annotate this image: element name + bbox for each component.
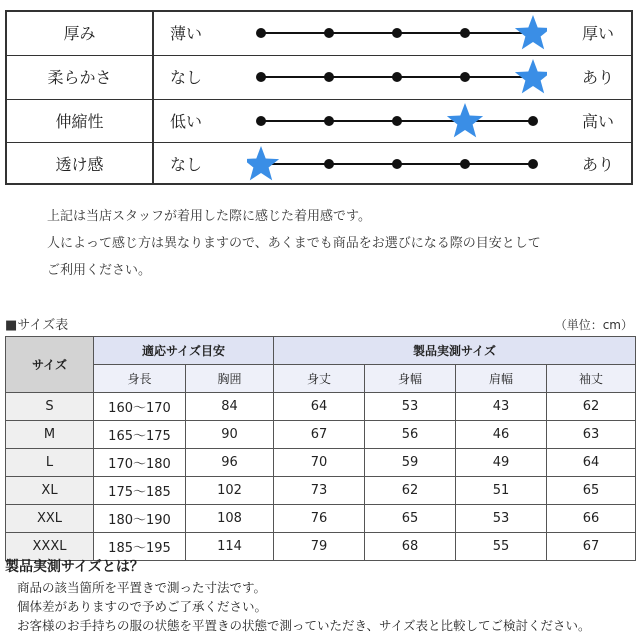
- table-cell: 165〜175: [94, 421, 186, 449]
- scale-dot: [392, 28, 402, 38]
- table-cell: 185〜195: [94, 533, 186, 561]
- table-row: [6, 393, 636, 421]
- note-line: 上記は当店スタッフが着用した際に感じた着用感です。: [47, 209, 371, 224]
- table-cell: 73: [274, 477, 365, 505]
- table-cell: 62: [365, 477, 456, 505]
- feel-high-label: 高い: [582, 112, 615, 131]
- fit-group-header: 適応サイズ目安: [94, 337, 274, 365]
- feel-label: 伸縮性: [55, 112, 104, 131]
- unit-label: （単位：cm）: [554, 318, 633, 332]
- size-cell: L: [6, 449, 94, 477]
- size-cell: M: [6, 421, 94, 449]
- table-row: [6, 505, 636, 533]
- table-cell: 108: [186, 505, 274, 533]
- star-icon: [447, 103, 483, 137]
- feel-scale: [247, 56, 547, 99]
- size-section-title: ■サイズ表: [5, 318, 69, 333]
- feel-row-sheerness: [7, 143, 631, 186]
- note-line: ご利用ください。: [47, 263, 152, 278]
- scale-dot: [460, 159, 470, 169]
- table-cell: 53: [365, 393, 456, 421]
- column-header: 身幅: [365, 365, 456, 393]
- table-cell: 55: [456, 533, 547, 561]
- size-cell: XL: [6, 477, 94, 505]
- scale-dot: [392, 116, 402, 126]
- feel-row-thickness: [7, 12, 631, 55]
- table-row: [6, 449, 636, 477]
- scale-dot: [324, 116, 334, 126]
- column-header: 袖丈: [547, 365, 636, 393]
- feel-scale: [247, 12, 547, 55]
- table-cell: 56: [365, 421, 456, 449]
- table-cell: 67: [274, 421, 365, 449]
- table-cell: 68: [365, 533, 456, 561]
- table-cell: 64: [274, 393, 365, 421]
- feel-low-label: 薄い: [170, 24, 203, 43]
- table-row: [6, 421, 636, 449]
- scale-dot: [392, 159, 402, 169]
- feel-high-label: あり: [582, 155, 615, 174]
- table-cell: 180〜190: [94, 505, 186, 533]
- feel-table: [5, 10, 633, 185]
- table-cell: 160〜170: [94, 393, 186, 421]
- feel-low-label: なし: [170, 68, 203, 87]
- feel-label: 透け感: [55, 155, 104, 174]
- feel-label: 柔らかさ: [47, 68, 112, 87]
- feel-label: 厚み: [63, 24, 96, 43]
- size-table: [5, 336, 636, 561]
- table-cell: 51: [456, 477, 547, 505]
- scale-dot: [528, 159, 538, 169]
- feel-high-label: あり: [582, 68, 615, 87]
- table-cell: 53: [456, 505, 547, 533]
- table-cell: 70: [274, 449, 365, 477]
- feel-high-label: 厚い: [582, 24, 615, 43]
- scale-dot: [460, 72, 470, 82]
- scale-dot: [392, 72, 402, 82]
- table-cell: 67: [547, 533, 636, 561]
- explanation-title: 製品実測サイズとは？: [5, 559, 144, 575]
- table-cell: 96: [186, 449, 274, 477]
- table-cell: 170〜180: [94, 449, 186, 477]
- size-cell: S: [6, 393, 94, 421]
- table-cell: 84: [186, 393, 274, 421]
- table-cell: 65: [547, 477, 636, 505]
- table-cell: 76: [274, 505, 365, 533]
- feel-row-softness: [7, 56, 631, 99]
- feel-low-label: なし: [170, 155, 203, 174]
- scale-dot: [324, 72, 334, 82]
- explanation-line: 商品の該当箇所を平置きで測った寸法です。: [17, 580, 267, 595]
- table-cell: 63: [547, 421, 636, 449]
- table-cell: 102: [186, 477, 274, 505]
- table-cell: 65: [365, 505, 456, 533]
- column-header: 肩幅: [456, 365, 547, 393]
- scale-dot: [324, 28, 334, 38]
- table-cell: 114: [186, 533, 274, 561]
- size-cell: XXL: [6, 505, 94, 533]
- table-cell: 62: [547, 393, 636, 421]
- explanation-line: 個体差がありますので予めご了承ください。: [17, 599, 268, 614]
- column-header: 身長: [94, 365, 186, 393]
- scale-dot: [528, 116, 538, 126]
- table-cell: 43: [456, 393, 547, 421]
- scale-dot: [256, 72, 266, 82]
- measured-group-header: 製品実測サイズ: [274, 337, 636, 365]
- table-cell: 90: [186, 421, 274, 449]
- column-header: 胸囲: [186, 365, 274, 393]
- scale-dot: [256, 116, 266, 126]
- table-cell: 175〜185: [94, 477, 186, 505]
- table-cell: 64: [547, 449, 636, 477]
- size-cell: XXXL: [6, 533, 94, 561]
- scale-dot: [256, 28, 266, 38]
- explanation-line: お客様のお手持ちの服の状態を平置きの状態で測っていただき、サイズ表と比較してご検討ください。: [17, 618, 591, 633]
- feel-low-label: 低い: [170, 112, 203, 131]
- table-cell: 46: [456, 421, 547, 449]
- table-row: [6, 477, 636, 505]
- table-cell: 49: [456, 449, 547, 477]
- feel-scale: [247, 143, 547, 186]
- scale-dot: [460, 28, 470, 38]
- column-header: 身丈: [274, 365, 365, 393]
- feel-scale: [247, 100, 547, 143]
- scale-dot: [324, 159, 334, 169]
- feel-row-stretch: [7, 100, 631, 143]
- table-cell: 59: [365, 449, 456, 477]
- note-line: 人によって感じ方は異なりますので、あくまでも商品をお選びになる際の目安として: [47, 236, 541, 251]
- table-cell: 79: [274, 533, 365, 561]
- table-cell: 66: [547, 505, 636, 533]
- size-header: サイズ: [6, 337, 94, 393]
